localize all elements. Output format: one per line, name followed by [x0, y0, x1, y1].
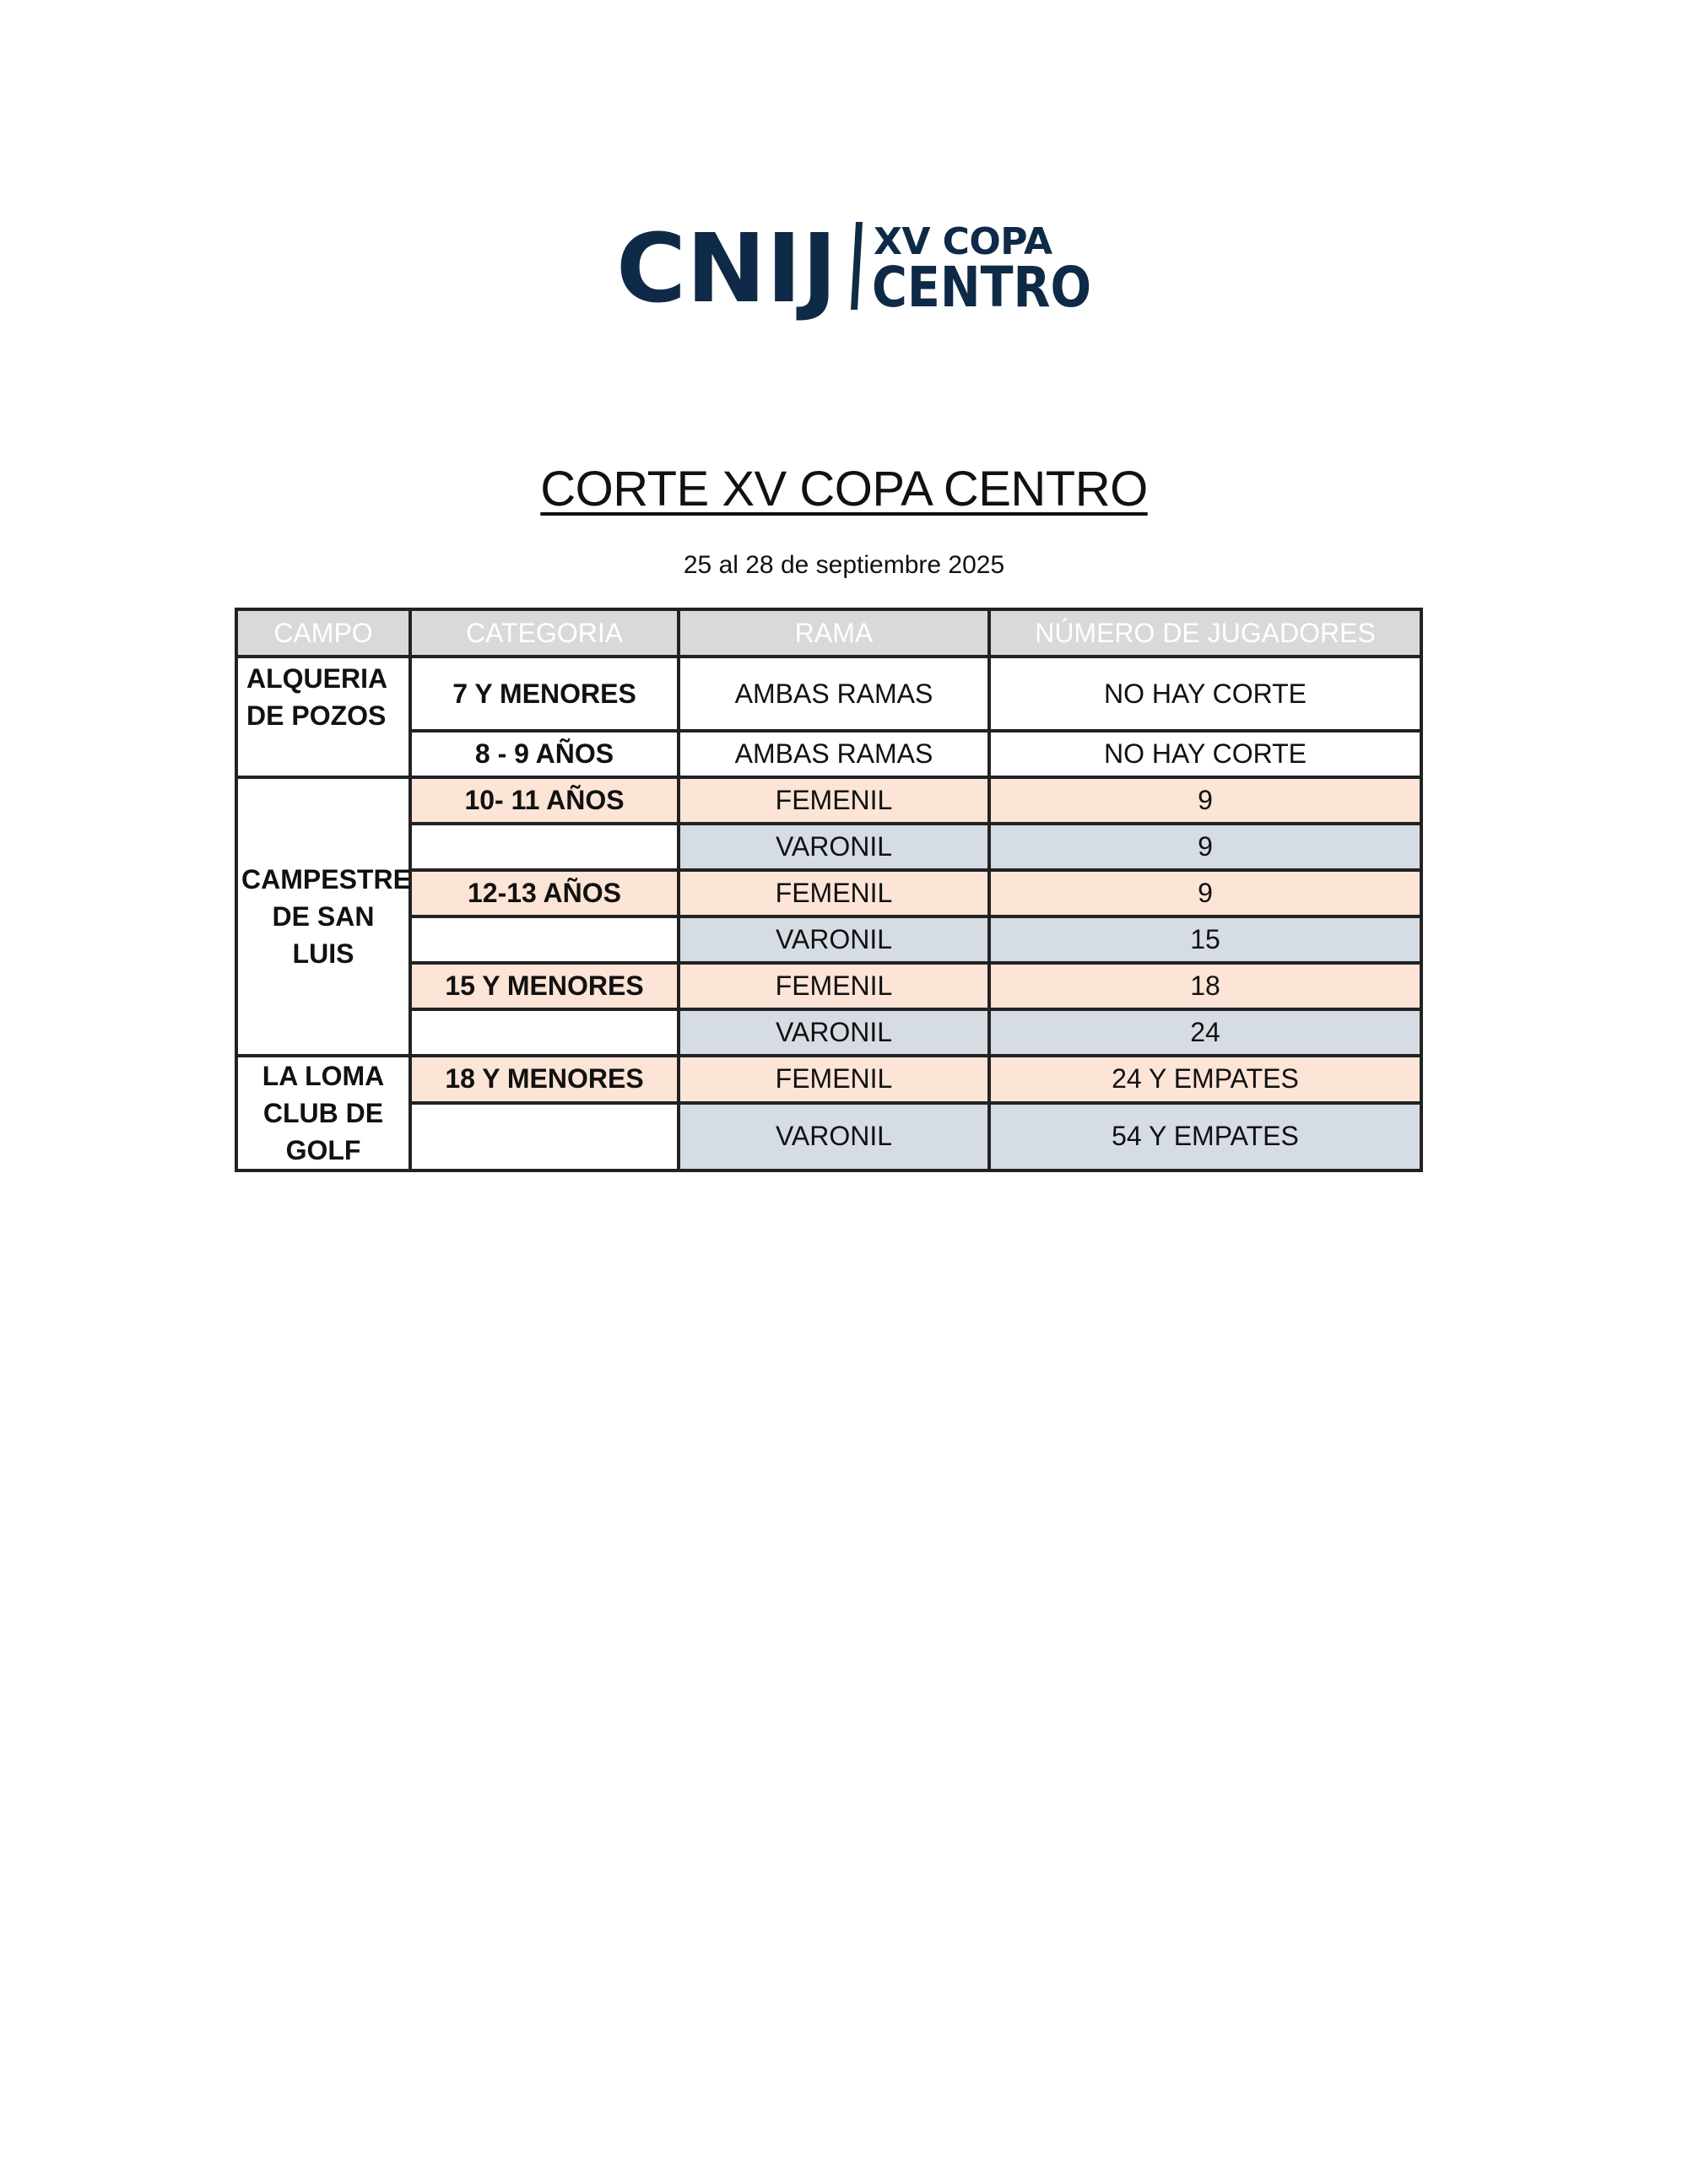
rama-cell: AMBAS RAMAS [679, 657, 989, 731]
jugadores-cell: 9 [989, 870, 1421, 916]
table-row [236, 1103, 1421, 1170]
categoria-cell: 8 - 9 AÑOS [410, 731, 679, 777]
page-subtitle: 25 al 28 de septiembre 2025 [683, 551, 1005, 579]
logo-centro-text: CENTRO [872, 255, 1091, 320]
categoria-cell [410, 916, 679, 963]
rama-cell: VARONIL [679, 916, 989, 963]
logo-divider [851, 222, 863, 310]
rama-cell: VARONIL [679, 824, 989, 870]
table-row [236, 657, 1421, 731]
rama-cell: FEMENIL [679, 777, 989, 824]
categoria-cell: 12-13 AÑOS [410, 870, 679, 916]
rama-cell: FEMENIL [679, 870, 989, 916]
categoria-cell: 15 Y MENORES [410, 963, 679, 1009]
jugadores-cell: NO HAY CORTE [989, 657, 1421, 731]
page-title: CORTE XV COPA CENTRO [540, 462, 1148, 516]
campo-cell: CAMPESTRE DE SAN LUIS [236, 777, 410, 1056]
table-row [236, 963, 1421, 1009]
table-row [236, 731, 1421, 777]
table-row [236, 870, 1421, 916]
table-row [236, 1056, 1421, 1103]
categoria-cell [410, 1009, 679, 1056]
jugadores-cell: 24 [989, 1009, 1421, 1056]
categoria-cell: 10- 11 AÑOS [410, 777, 679, 824]
jugadores-cell: 15 [989, 916, 1421, 963]
categoria-cell: 18 Y MENORES [410, 1056, 679, 1103]
table-row [236, 824, 1421, 870]
categoria-cell [410, 1103, 679, 1170]
logo-xv-copa-text: XV COPA [874, 220, 1052, 263]
rama-cell: VARONIL [679, 1103, 989, 1170]
rama-cell: AMBAS RAMAS [679, 731, 989, 777]
categoria-cell: 7 Y MENORES [410, 657, 679, 731]
jugadores-cell: NO HAY CORTE [989, 731, 1421, 777]
table-row [236, 777, 1421, 824]
jugadores-cell: 24 Y EMPATES [989, 1056, 1421, 1103]
cnij-copa-centro-logo [616, 214, 1097, 324]
logo-cnij-text: CNIJ [616, 214, 837, 324]
table-row [236, 916, 1421, 963]
table-row [236, 1009, 1421, 1056]
header-categoria: CATEGORIA [410, 609, 679, 657]
jugadores-cell: 54 Y EMPATES [989, 1103, 1421, 1170]
categoria-cell [410, 824, 679, 870]
header-rama: RAMA [679, 609, 989, 657]
rama-cell: FEMENIL [679, 963, 989, 1009]
campo-cell: LA LOMA CLUB DE GOLF [236, 1056, 410, 1170]
rama-cell: FEMENIL [679, 1056, 989, 1103]
campo-cell: ALQUERIA DE POZOS [236, 657, 410, 777]
jugadores-cell: 18 [989, 963, 1421, 1009]
cut-table [235, 608, 1423, 1172]
rama-cell: VARONIL [679, 1009, 989, 1056]
jugadores-cell: 9 [989, 777, 1421, 824]
jugadores-cell: 9 [989, 824, 1421, 870]
header-campo: CAMPO [236, 609, 410, 657]
table-header-row [236, 609, 1421, 657]
header-jugadores: NÚMERO DE JUGADORES [989, 609, 1421, 657]
